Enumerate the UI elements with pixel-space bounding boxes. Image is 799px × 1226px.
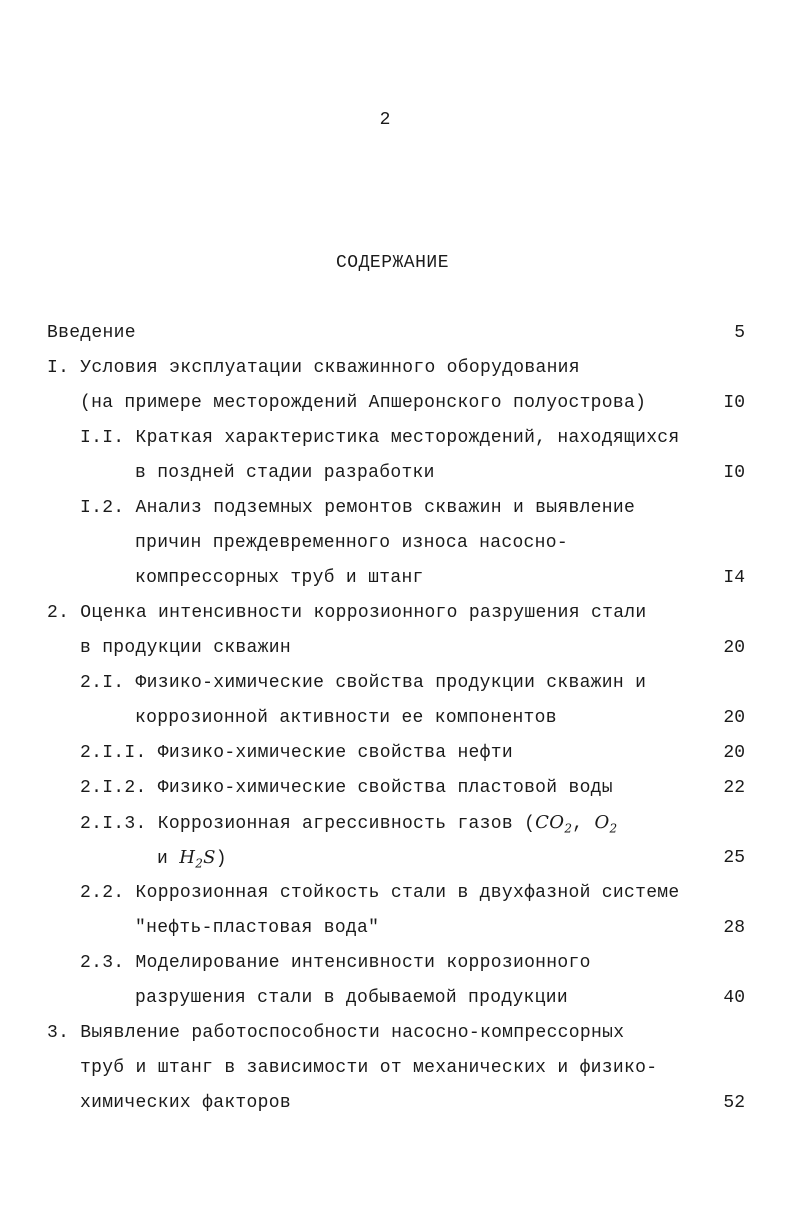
toc-entry-1-1: I.I. Краткая характеристика месторождений, находящихся xyxy=(80,428,680,448)
toc-page-3: 52 xyxy=(723,1093,745,1113)
toc-page-2-2: 28 xyxy=(723,918,745,938)
toc-entry-3-cont-a: труб и штанг в зависимости от механических и физико- xyxy=(80,1058,658,1078)
toc-entry-2-1-3-text: 2.I.3. Коррозионная агрессивность газов ( xyxy=(80,814,536,834)
formula-h2s: $H_2S$ xyxy=(179,847,216,871)
toc-entry-2-2-cont: "нефть-пластовая вода" xyxy=(135,918,380,938)
toc-page-2-1-3: 25 xyxy=(723,848,745,868)
toc-entry-1: I. Условия эксплуатации скважинного оборудования xyxy=(47,358,580,378)
toc-entry-2-1-cont: коррозионной активности ее компонентов xyxy=(135,708,557,728)
toc-entry-2-1-3-cont: и $H_2S$) xyxy=(157,847,227,871)
toc-entry-intro: Введение xyxy=(47,323,136,343)
toc-page-1-1: I0 xyxy=(723,463,745,483)
toc-entry-1-cont: (на примере месторождений Апшеронского полуострова) xyxy=(80,393,647,413)
toc-page-1: I0 xyxy=(723,393,745,413)
toc-entry-1-2-cont-a: причин преждевременного износа насосно- xyxy=(135,533,568,553)
formula-o2: $O_2$ xyxy=(594,812,618,836)
toc-entry-2-1-2: 2.I.2. Физико-химические свойства пластовой воды xyxy=(80,778,613,798)
toc-entry-2-1: 2.I. Физико-химические свойства продукции скважин и xyxy=(80,673,647,693)
toc-entry-2: 2. Оценка интенсивности коррозионного разрушения стали xyxy=(47,603,647,623)
toc-entry-1-2: I.2. Анализ подземных ремонтов скважин и выявление xyxy=(80,498,636,518)
toc-entry-2-2: 2.2. Коррозионная стойкость стали в двухфазной системе xyxy=(80,883,680,903)
toc-page-2: 20 xyxy=(723,638,745,658)
toc-entry-2-1-1: 2.I.I. Физико-химические свойства нефти xyxy=(80,743,513,763)
toc-entry-3-cont-b: химических факторов xyxy=(80,1093,291,1113)
toc-entry-2-1-3: 2.I.3. Коррозионная агрессивность газов ($CO_2$, $O_2$ xyxy=(80,812,618,836)
page-number: 2 xyxy=(379,110,391,130)
toc-page-2-1: 20 xyxy=(723,708,745,728)
toc-entry-2-cont: в продукции скважин xyxy=(80,638,291,658)
toc-page-1-2: I4 xyxy=(723,568,745,588)
toc-entry-3: 3. Выявление работоспособности насосно-компрессорных xyxy=(47,1023,625,1043)
toc-entry-2-3-cont: разрушения стали в добываемой продукции xyxy=(135,988,568,1008)
toc-page-2-3: 40 xyxy=(723,988,745,1008)
toc-entry-1-1-cont: в поздней стадии разработки xyxy=(135,463,435,483)
toc-title: СОДЕРЖАНИЕ xyxy=(335,253,450,273)
toc-entry-1-2-cont-b: компрессорных труб и штанг xyxy=(135,568,424,588)
toc-entry-2-3: 2.3. Моделирование интенсивности коррозионного xyxy=(80,953,591,973)
toc-page-2-1-1: 20 xyxy=(723,743,745,763)
formula-co2: $CO_2$ xyxy=(535,812,573,836)
toc-page-intro: 5 xyxy=(734,323,745,343)
toc-page-2-1-2: 22 xyxy=(723,778,745,798)
